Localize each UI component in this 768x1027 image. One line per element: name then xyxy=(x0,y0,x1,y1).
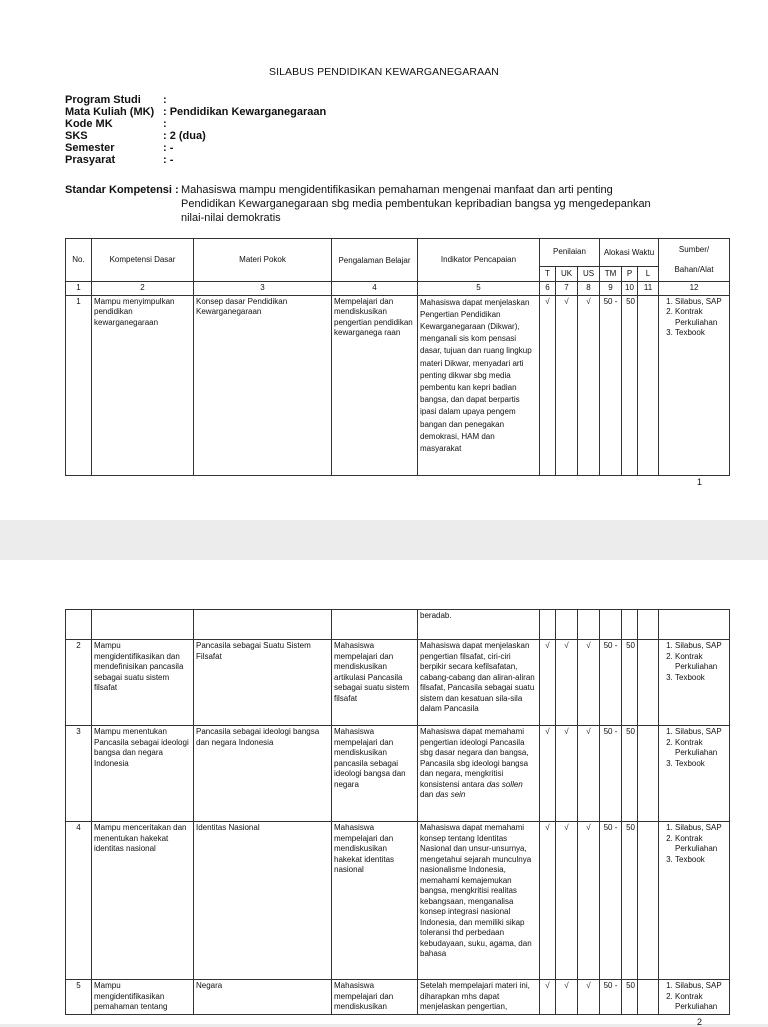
page-2 xyxy=(0,560,768,1027)
syllabus-table-page-1 xyxy=(65,238,730,476)
col-header-pengalaman: Pengalaman Belajar xyxy=(332,239,418,282)
course-meta xyxy=(65,94,326,166)
table-row: 3 Mampu menentukan Pancasila sebagai ideologi bangsa dan negara Indonesia Pancasila sebagai ideologi bangsa dan negara Indonesia Mahasiswa mempelajari dan mendiskusikan pancasila sebagai ideologi bangsa dan negara Mahasiswa dapat memahami pengertian ideologi Pancasila sbg dasar negara dan bangsa, Pancasila sbg ideologi bangsa dan negara, mengkritisi konsistensi antara das sollen dan das sein √ √ √ 50 - 50 1. Silabus, SAP 2. Kontrak Perkuliahan 3. Texbook xyxy=(66,726,730,822)
col-header-sumber: Sumber/ Bahan/Alat xyxy=(659,239,730,282)
standar-kompetensi-label: Standar Kompetensi : xyxy=(65,184,179,196)
col-header-penilaian: Penilaian xyxy=(540,239,600,267)
col-header-l: L xyxy=(638,267,659,282)
table-row: 5 Mampu mengidentifikasikan pemahaman tentang Negara Mahasiswa mempelajari dan mendiskusikan Setelah mempelajari materi ini, diharapkan mhs dapat menjelaskan pengertian, √ √ √ 50 - 50 1. Silabus, SAP 2. Kontrak Perkuliahan xyxy=(66,980,730,1015)
document-title: SILABUS PENDIDIKAN KEWARGANEGARAAN xyxy=(269,66,499,78)
sumber-list: 1. Silabus, SAP 2. Kontrak Perkuliahan 3. Texbook xyxy=(661,823,727,865)
sumber-list: 1. Silabus, SAP 2. Kontrak Perkuliahan 3. Texbook xyxy=(661,297,727,339)
page-number: 1 xyxy=(697,477,703,487)
col-header-no: No. xyxy=(66,239,92,282)
table-row: 2 Mampu mengidentifikasikan dan mendefinisikan pancasila sebagai suatu sistem filsafat Pancasila sebagai Suatu Sistem Filsafat Mahasiswa mempelajari dan mendiskusikan artikulasi Pancasila sebagai suatu sistem filsafat Mahasiswa dapat menjelaskan pengertian filsafat, ciri-ciri berpikir secara kefilsafatan, cabang-cabang dan aliran-aliran filsafat, Pancasila sebagai suatu sistem dan kesatuan sila-sila dalam Pancasila √ √ √ 50 - 50 1. Silabus, SAP 2. Kontrak Perkuliahan 3. Texbook xyxy=(66,640,730,726)
col-header-p: P xyxy=(622,267,638,282)
col-header-indikator: Indikator Pencapaian xyxy=(418,239,540,282)
meta-row: SKS : 2 (dua) xyxy=(65,130,206,142)
col-header-uk: UK xyxy=(556,267,578,282)
meta-row: Program Studi : xyxy=(65,94,167,106)
col-header-us: US xyxy=(578,267,600,282)
col-header-materi: Materi Pokok xyxy=(194,239,332,282)
meta-row: Prasyarat : - xyxy=(65,154,174,166)
continuation-text: beradab. xyxy=(418,610,540,640)
syllabus-table-page-2 xyxy=(65,609,730,1015)
meta-row: Mata Kuliah (MK) : Pendidikan Kewarganegaraan xyxy=(65,106,327,118)
header-row xyxy=(66,239,730,267)
col-header-alokasi: Alokasi Waktu xyxy=(600,239,659,267)
sumber-list: 1. Silabus, SAP 2. Kontrak Perkuliahan 3. Texbook xyxy=(661,727,727,769)
sumber-list: 1. Silabus, SAP 2. Kontrak Perkuliahan 3. Texbook xyxy=(661,641,727,683)
standar-kompetensi-text: Mahasiswa mampu mengidentifikasikan pemahaman mengenai manfaat dan arti penting Pendidikan Kewarganegaraan sbg media pembentukan kepribadian bangsa yg mengedepankan nilai-nilai demokratis xyxy=(181,184,651,224)
col-header-t: T xyxy=(540,267,556,282)
sumber-list: 1. Silabus, SAP 2. Kontrak Perkuliahan xyxy=(661,981,727,1013)
table-row: 4 Mampu menceritakan dan menentukan hakekat identitas nasional Identitas Nasional Mahasiswa mempelajari dan mendiskusikan hakekat identitas nasional Mahasiswa dapat memahami konsep tentang Identitas Nasional dan unsur-unsurnya, mengetahui sejarah munculnya nasionalisme Indonesia, memahami kemajemukan bangsa, mengkritisi realitas kebangsaan, menganalisa konsep integrasi nasional Indonesia, dan memiliki sikap toleransi thd perbedaan kebudayaan, suku, agama, dan bahasa √ √ √ 50 - 50 1. Silabus, SAP 2. Kontrak Perkuliahan 3. Texbook xyxy=(66,822,730,980)
col-header-tm: TM xyxy=(600,267,622,282)
col-header-kompetensi: Kompetensi Dasar xyxy=(92,239,194,282)
meta-row: Semester : - xyxy=(65,142,174,154)
page-number: 2 xyxy=(697,1017,703,1027)
continuation-row xyxy=(66,610,730,640)
meta-row: Kode MK : xyxy=(65,118,167,130)
table-row: 1 Mampu menyimpulkan pendidikan kewarganegaraan Konsep dasar Pendidikan Kewarganegaraan Mempelajari dan mendiskusikan pengertian pendidikan kewarganega raan Mahasiswa dapat menjelaskan Pengertian Pendidikan Kewarganegaraan (Dikwar), menganali sis kom pensasi dasar, tujuan dan ruang lingkup materi Dikwar, menyadari arti penting dikwar sbg media pembentu kan kepri badian bangsa, dan dapat berpartis ipasi dalam upaya pengem bangan dan penegakan demokrasi, HAM dan masyarakat √ √ √ 50 - 50 1. Silabus, SAP 2. Kontrak Perkuliahan 3. Texbook xyxy=(66,295,730,475)
column-number-row: 1 2 3 4 5 6 7 8 9 10 11 12 xyxy=(66,282,730,296)
